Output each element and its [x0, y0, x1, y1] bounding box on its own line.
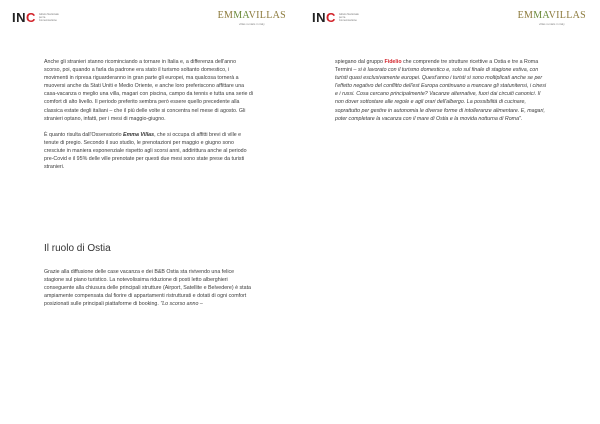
emma-villas-logo: [218, 10, 286, 26]
paragraph-fidelio: spiegano dal gruppo Fidelio che comprende tre strutture ricettive a Ostia e tre a Roma Termini – si è lavorato con il turismo domestico e, solo sul finale di stagione estiva, con turisti quasi esclusivamente europei. Quest'anno i turisti si sono moltiplicati anche se per l'effetto negativo del conflitto dell'est Europa continuano a mancare gli statunitensi, i cinesi e i russi. Cosa cercano principalmente? Vacanze alternative, fuori dai circuiti canonici. Il non dover sottostare alle regole e agli orari dell'albergo. La possibilità di cucinare, soprattutto per gestire in autonomia le diverse forme di intolleranze alimentare. E, magari, poter completare la vacanza con il mare di Ostia e la movida notturna di Roma".: [335, 59, 547, 122]
paragraph-stranieri: Anche gli stranieri stanno ricominciando a tornare in Italia e, a differenza dell'anno scorso, poi, quando a farla da padrone era stato il turismo soltanto domestico, i movimenti in ripresa riguarderanno in gran parte gli europei, ma qualcosa tornerà a muoversi anche da Stati Uniti e Medio Oriente, e anche loro preferiscono affittare una casa-vacanza o meglio una villa, magari con piscina, campo da tennis e tutta una serie di comfort di alto livello. Il periodo preferito sembra però essere quello precedente alla classica estate degli italiani – che il più delle volte si concentra nel mese di agosto. Gli stranieri optano, infatti, per i mesi di maggio-giugno.: [44, 59, 254, 122]
brand-fidelio: Fidelio: [384, 59, 402, 65]
section-heading: Il ruolo di Ostia: [44, 243, 111, 254]
inc-logo-letters: INC: [312, 10, 336, 25]
paragraph-ostia: Grazie alla diffusione delle case vacanza e dei B&B Ostia sta rivivendo una felice stagione sul piano turistico. La notevolissima riduzione di posti letto alberghieri conseguente alla chiusura delle principali strutture (Airport, Satellite e Belvedere) è stata ampiamente compensata dal fiorire di appartamenti ristrutturati e dotati di ogni comfort posizionati sulle principali piattaforme di booking. "Lo scorso anno –: [44, 269, 251, 308]
emma-villas-logo-subtitle: villas rentals in italy: [238, 22, 265, 26]
right-body: [335, 58, 550, 131]
emma-villas-logo-subtitle: villas rentals in italy: [538, 22, 565, 26]
inc-logo-tagline: Istituto Nazionale per la Comunicazione: [38, 13, 59, 22]
inc-logo: [12, 10, 63, 25]
emma-villas-logo: [518, 10, 586, 26]
left-body-top: [44, 58, 254, 179]
emma-villas-logo-text: EMMAVILLAS: [217, 10, 286, 21]
brand-emma-villas: Emma Villas: [123, 131, 155, 138]
right-page: [300, 0, 600, 424]
inc-logo-tagline: Istituto Nazionale per la Comunicazione: [338, 13, 359, 22]
inc-logo: [312, 10, 363, 25]
left-body-bottom: [44, 268, 254, 316]
emma-villas-logo-text: EMMAVILLAS: [517, 10, 586, 21]
inc-logo-letters: INC: [12, 10, 36, 25]
paragraph-osservatorio: È quanto risulta dall'Osservatorio Emma Villas, che si occupa di affitti brevi di ville e tenute di pregio. Secondo il suo studio, le prenotazioni per maggio e giugno sono cresciute in maniera esponenziale rispetto agli scorsi anni, addirittura anche al periodo pre-Covid e il 95% delle ville prenotate per questi due mesi sono state prese da turisti stranieri.: [44, 131, 247, 171]
